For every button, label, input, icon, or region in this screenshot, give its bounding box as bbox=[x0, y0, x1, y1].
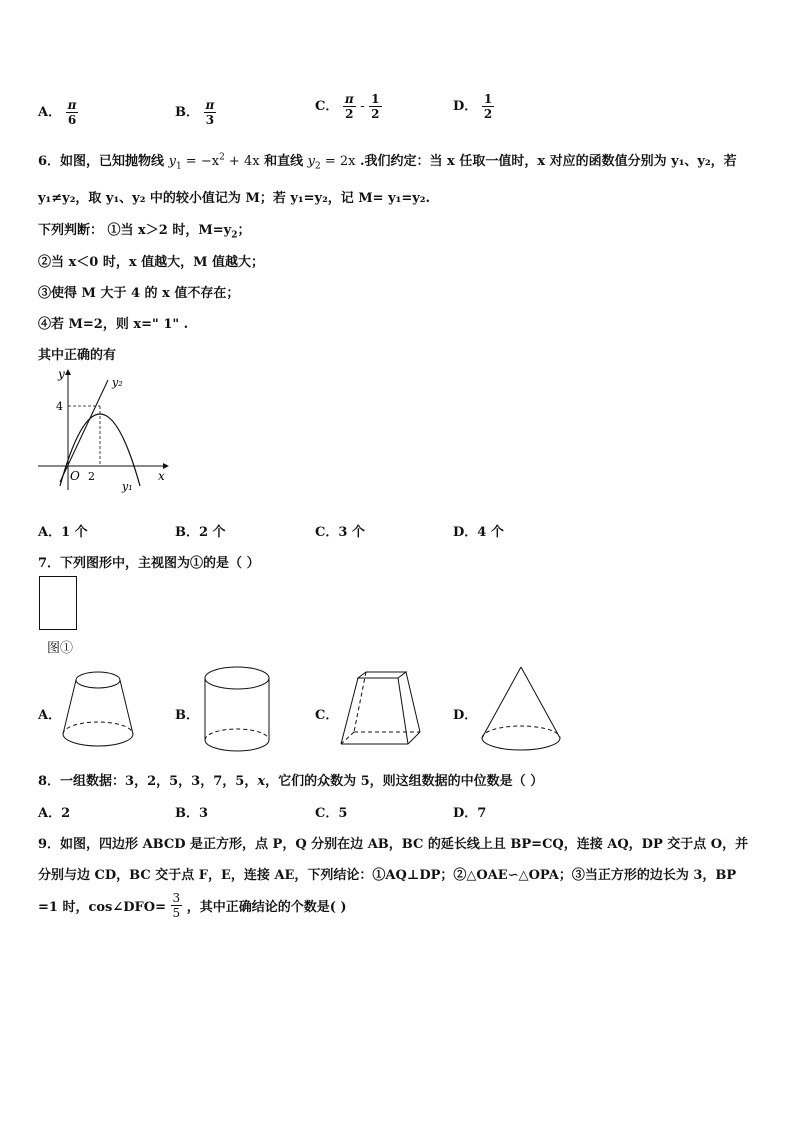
q6-parabola-graph bbox=[30, 362, 180, 497]
q6-y2-label: y₂ bbox=[112, 376, 123, 389]
q6-line-1-text-c: .我们约定：当 x 任取一值时，x 对应的函数值分别为 y₁、y₂，若 bbox=[355, 154, 737, 169]
q6-line-3: 下列判断： ①当 x＞2 时，$M=y_2$； bbox=[38, 223, 251, 241]
q9-line-2: 分别与边 CD，BC 交于点 F，E，连接 AE，下列结论：①AQ⊥DP；②△OAE∽△OPA；③当正方形的边长为 3，BP bbox=[38, 868, 737, 883]
q8-option-d[interactable]: D．7 bbox=[453, 806, 487, 821]
q6-option-c[interactable]: C．3 个 bbox=[315, 525, 365, 540]
q6-x-axis-label: x bbox=[158, 469, 165, 483]
q6-line-y2 bbox=[60, 380, 108, 482]
q5-option-d-label: D． bbox=[453, 99, 478, 114]
q8-option-a[interactable]: A．2 bbox=[38, 806, 71, 821]
q7-option-a[interactable]: A． bbox=[38, 708, 62, 723]
q7-figure-rectangle bbox=[39, 576, 77, 630]
q9-line-1: 9．如图，四边形 ABCD 是正方形，点 P，Q 分别在边 AB，BC 的延长线上且 BP=CQ，连接 AQ，DP 交于点 O，并 bbox=[38, 837, 749, 852]
q5-option-a-fraction: $\frac{\pi}{6}$ bbox=[67, 98, 77, 127]
q8-option-c[interactable]: C．5 bbox=[315, 806, 348, 821]
q5-option-d-fraction: $\frac{1}{2}$ bbox=[483, 92, 493, 121]
q7-prism-frustum-figure[interactable] bbox=[336, 668, 426, 750]
q6-line-1-text-b: 和直线 bbox=[259, 154, 304, 169]
q5-option-d[interactable] bbox=[453, 92, 494, 121]
q7-figure-label: 图① bbox=[47, 641, 74, 656]
q6-origin-label: O bbox=[70, 469, 80, 483]
q5-option-b-fraction: $\frac{\pi}{3}$ bbox=[205, 98, 215, 127]
q5-option-a[interactable] bbox=[38, 98, 78, 127]
q8-question: 8．一组数据：3，2，5，3，7，5，x，它们的众数为 5，则这组数据的中位数是（ ） bbox=[38, 774, 544, 789]
q7-cone-figure[interactable] bbox=[476, 664, 566, 754]
q6-y1-label: y₁ bbox=[122, 480, 133, 493]
q9-fraction: $\frac{3}{5}$ bbox=[172, 891, 181, 920]
q7-option-d[interactable]: D． bbox=[453, 708, 478, 723]
q6-line-5: ③使得 M 大于 4 的 x 值不存在； bbox=[38, 286, 240, 301]
q6-line-7: 其中正确的有 bbox=[38, 348, 117, 363]
q6-option-b[interactable]: B．2 个 bbox=[175, 525, 226, 540]
q7-option-c[interactable]: C． bbox=[315, 708, 339, 723]
q6-option-a[interactable]: A．1 个 bbox=[38, 525, 88, 540]
q5-option-b-label: B． bbox=[175, 105, 199, 120]
q7-cylinder-figure[interactable] bbox=[200, 664, 274, 756]
q5-option-c-fraction-1: $\frac{\pi}{2}$ bbox=[344, 92, 354, 121]
q6-line-4: ②当 x＜0 时，x 值越大，M 值越大； bbox=[38, 255, 265, 270]
q7-question: 7．下列图形中，主视图为①的是（ ） bbox=[38, 556, 260, 571]
q5-option-c[interactable] bbox=[315, 92, 382, 121]
q6-equation-y2: $y_2 = 2x$ bbox=[307, 154, 356, 172]
q9-line-3: =1 时，cos∠DFO= $\frac{3}{5}$ ，其中正确结论的个数是( ) bbox=[38, 891, 347, 920]
q6-tick-4: 4 bbox=[56, 400, 63, 413]
q6-line-1 bbox=[38, 150, 737, 172]
q7-frustum-figure[interactable] bbox=[58, 668, 138, 750]
q6-equation-y1: $y_1 = -x^2 + 4x$ bbox=[168, 152, 260, 172]
q5-option-c-label: C． bbox=[315, 99, 339, 114]
q6-tick-2: 2 bbox=[88, 470, 95, 483]
q6-line-2: y₁≠y₂，取 y₁、y₂ 中的较小值记为 M；若 y₁=y₂，记 M= y₁=y₂. bbox=[38, 191, 431, 206]
q7-option-b[interactable]: B． bbox=[175, 708, 199, 723]
q6-y-axis-label: y bbox=[58, 367, 65, 381]
q6-option-d[interactable]: D．4 个 bbox=[453, 525, 504, 540]
q5-option-c-fraction-2: $\frac{1}{2}$ bbox=[371, 92, 380, 121]
q5-option-c-minus: - bbox=[360, 99, 365, 114]
q6-line-1-text-a: 6．如图，已知抛物线 bbox=[38, 154, 165, 169]
q6-line-6: ④若 M=2，则 x=" 1" . bbox=[38, 317, 189, 332]
q5-option-b[interactable] bbox=[175, 98, 216, 127]
q8-option-b[interactable]: B．3 bbox=[175, 806, 209, 821]
q5-option-a-label: A． bbox=[38, 105, 62, 120]
